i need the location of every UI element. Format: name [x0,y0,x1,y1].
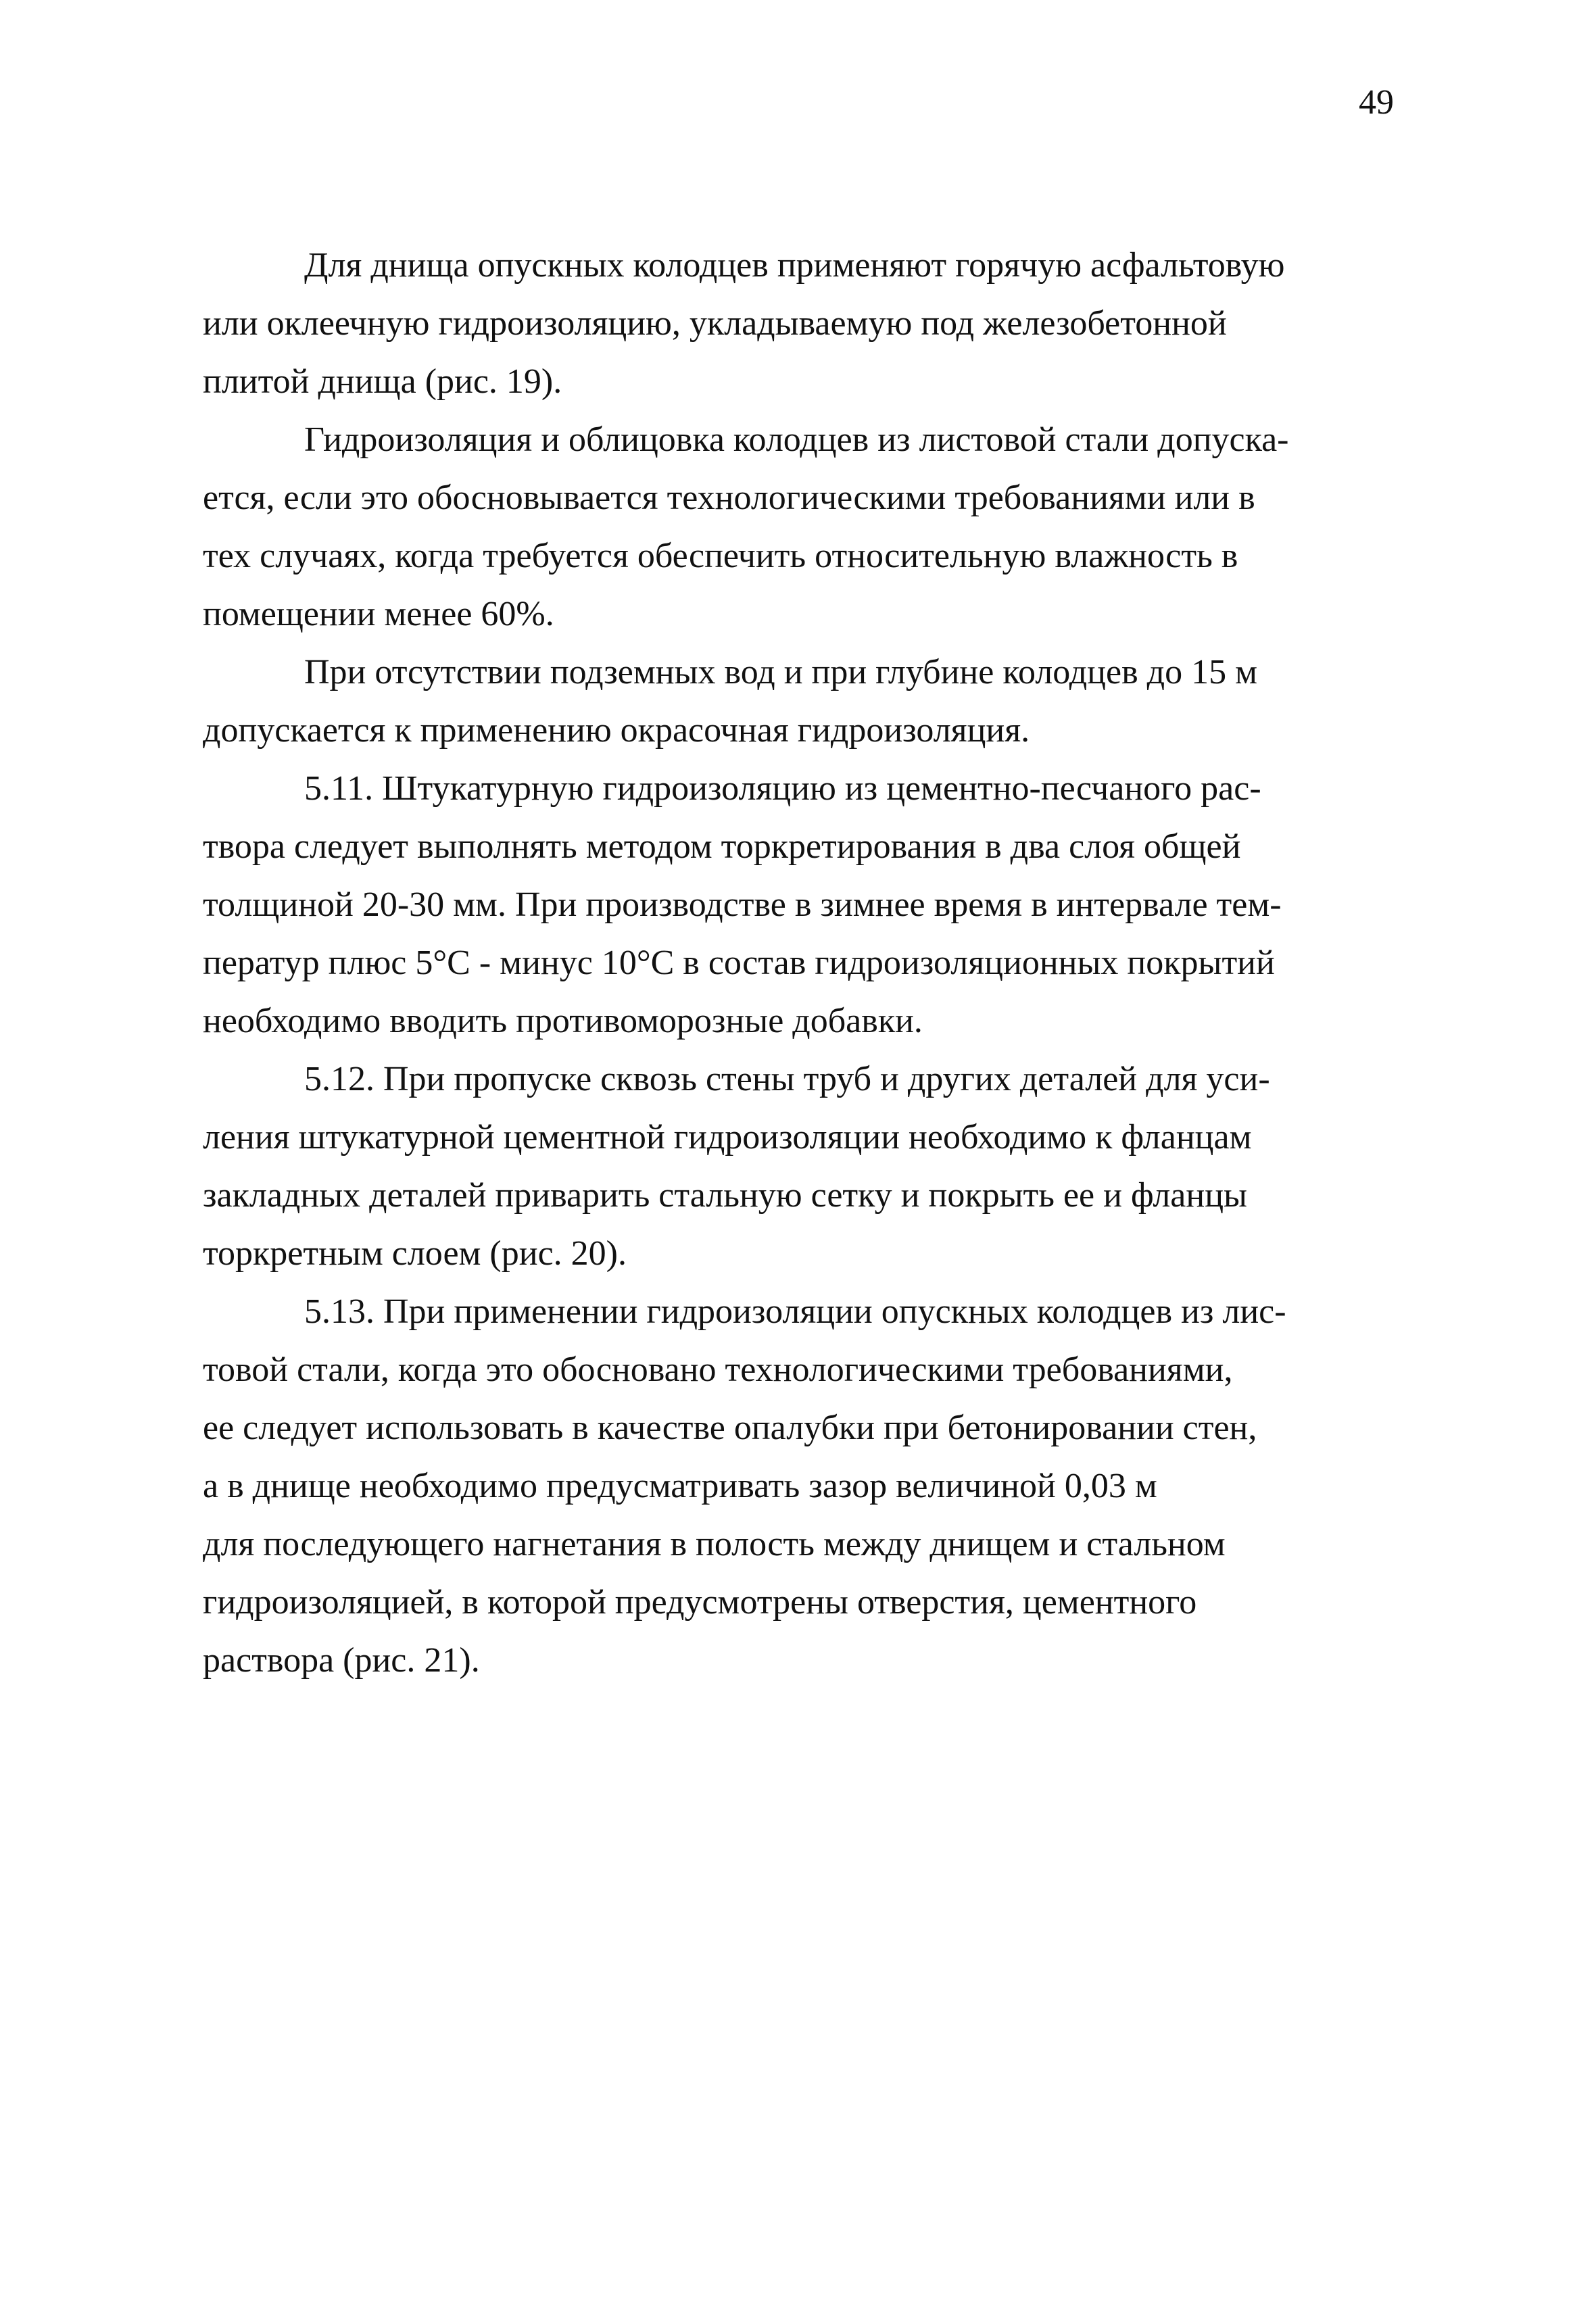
text-line: товой стали, когда это обосновано технологическими требованиями, [203,1350,1233,1389]
text-line: ператур плюс 5°С - минус 10°С в состав гидроизоляционных покрытий [203,944,1275,982]
text-line: При отсутствии подземных вод и при глубине колодцев до 15 м [304,653,1257,691]
text-line: ления штукатурной цементной гидроизоляции необходимо к фланцам [203,1118,1252,1156]
text-line: 5.13. При применении гидроизоляции опускных колодцев из лис- [304,1292,1286,1331]
text-line: а в днище необходимо предусматривать зазор величиной 0,03 м [203,1467,1157,1505]
text-line: необходимо вводить противоморозные добавки. [203,1002,923,1040]
text-line: закладных деталей приварить стальную сетку и покрыть ее и фланцы [203,1176,1247,1215]
text-line: помещении менее 60%. [203,595,554,633]
text-line: для последующего нагнетания в полость между днищем и стальном [203,1525,1226,1563]
text-line: Гидроизоляция и облицовка колодцев из листовой стали допуска- [304,420,1289,459]
text-line: толщиной 20-30 мм. При производстве в зимнее время в интервале тем- [203,885,1282,924]
text-line: ее следует использовать в качестве опалубки при бетонировании стен, [203,1409,1257,1447]
text-line: торкретным слоем (рис. 20). [203,1234,627,1273]
text-line: допускается к применению окрасочная гидроизоляция. [203,711,1030,750]
page-number: 49 [1359,83,1394,122]
text-line: 5.11. Штукатурную гидроизоляцию из цементно-песчаного рас- [304,769,1261,808]
text-line: или оклеечную гидроизоляцию, укладываемую под железобетонной [203,304,1227,343]
text-line: тех случаях, когда требуется обеспечить относительную влажность в [203,537,1238,575]
text-line: 5.12. При пропуске сквозь стены труб и других деталей для уси- [304,1060,1270,1098]
text-line: Для днища опускных колодцев применяют горячую асфальтовую [304,246,1285,285]
text-line: ется, если это обосновывается технологическими требованиями или в [203,479,1255,517]
text-line: плитой днища (рис. 19). [203,362,562,401]
text-line: гидроизоляцией, в которой предусмотрены отверстия, цементного [203,1583,1197,1622]
text-line: твора следует выполнять методом торкретирования в два слоя общей [203,827,1241,866]
text-line: раствора (рис. 21). [203,1641,480,1680]
document-body [203,237,1393,1690]
